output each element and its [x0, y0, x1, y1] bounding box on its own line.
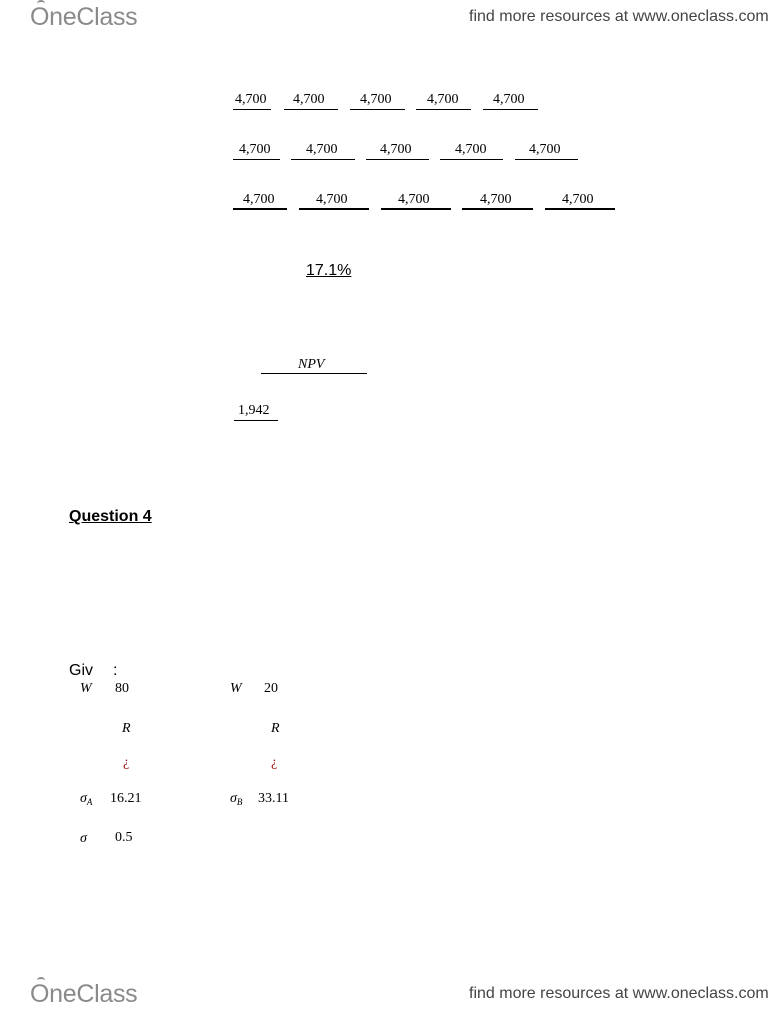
underline [261, 373, 367, 374]
cash-flow-value: 4,700 [306, 142, 338, 157]
underline [284, 109, 338, 110]
cash-flow-value: 4,700 [239, 142, 271, 157]
underline [440, 159, 503, 160]
underline [233, 109, 271, 110]
underline [545, 208, 615, 210]
underline [416, 109, 471, 110]
return-symbol-b: R [271, 721, 280, 736]
sigma-b-symbol [230, 791, 242, 807]
leaf-icon [37, 0, 45, 7]
underline [483, 109, 538, 110]
cash-flow-value: 4,700 [380, 142, 412, 157]
leaf-icon [37, 977, 45, 984]
given-colon: : [113, 662, 118, 679]
cash-flow-value: 4,700 [235, 92, 267, 107]
oneclass-logo-footer [30, 980, 137, 1009]
sigma-glyph: σ [80, 791, 87, 806]
weight-a-value: 80 [115, 681, 129, 696]
weight-symbol-a: W [80, 681, 92, 696]
underline [381, 208, 451, 210]
sigma-a-value: 16.21 [110, 791, 142, 806]
npv-value: 1,942 [238, 403, 270, 418]
oneclass-logo [30, 3, 137, 32]
underline [233, 208, 287, 210]
cash-flow-value: 4,700 [316, 192, 348, 207]
underline [462, 208, 533, 210]
cash-flow-value: 4,700 [360, 92, 392, 107]
cash-flow-value: 4,700 [493, 92, 525, 107]
weight-symbol-b: W [230, 681, 242, 696]
cash-flow-value: 4,700 [480, 192, 512, 207]
sigma-a-subscript: A [86, 797, 93, 807]
cash-flow-value: 4,700 [562, 192, 594, 207]
logo-text: OneClass [30, 980, 138, 1008]
sigma-b-subscript: B [236, 797, 243, 807]
underline [291, 159, 355, 160]
header-tagline: find more resources at www.oneclass.com [469, 8, 769, 25]
sigma-b-value: 33.11 [258, 791, 289, 806]
underline [233, 159, 280, 160]
cash-flow-value: 4,700 [293, 92, 325, 107]
missing-glyph-b: ¿ [271, 755, 278, 770]
underline [234, 420, 278, 421]
cash-flow-value: 4,700 [529, 142, 561, 157]
sigma-glyph: σ [230, 791, 237, 806]
underline [366, 159, 429, 160]
missing-glyph-a: ¿ [123, 755, 130, 770]
cash-flow-value: 4,700 [427, 92, 459, 107]
npv-label: NPV [298, 357, 325, 372]
question-heading: Question 4 [69, 508, 152, 525]
weight-b-value: 20 [264, 681, 278, 696]
irr-value: 17.1% [306, 262, 352, 279]
footer-tagline: find more resources at www.oneclass.com [469, 985, 769, 1002]
logo-text: OneClass [30, 3, 138, 31]
return-symbol-a: R [122, 721, 131, 736]
given-label: Giv [69, 662, 93, 679]
underline [515, 159, 578, 160]
underline [350, 109, 405, 110]
sigma-a-symbol [80, 791, 92, 807]
correlation-symbol: σ [80, 831, 87, 846]
underline [299, 208, 369, 210]
cash-flow-value: 4,700 [455, 142, 487, 157]
correlation-value: 0.5 [115, 830, 133, 845]
cash-flow-value: 4,700 [243, 192, 275, 207]
cash-flow-value: 4,700 [398, 192, 430, 207]
